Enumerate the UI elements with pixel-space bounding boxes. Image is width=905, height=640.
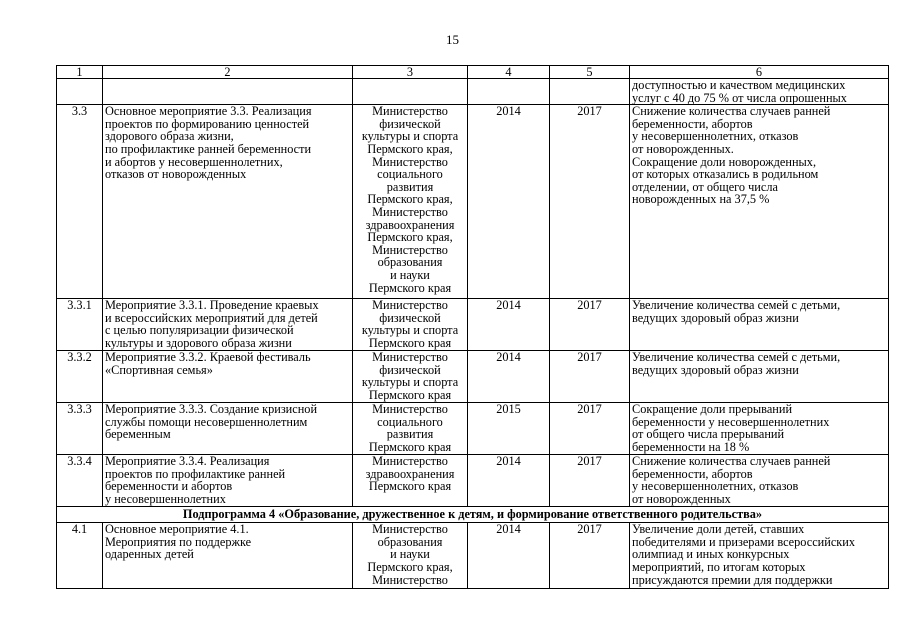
row-responsible: Министерство образования и науки Пермского края, Министерство [353, 523, 468, 589]
row-start-year [468, 79, 550, 105]
row-result: Сокращение доли прерываний беременности у несовершеннолетних от общего числа прерываний беременности на 18 % [630, 403, 889, 455]
row-number: 3.3.2 [57, 351, 103, 403]
row-result: Увеличение доли детей, ставших победителями и призерами всероссийских олимпиад и иных конкурсных мероприятий, по итогам которых присуждаются премии для поддержки [630, 523, 889, 589]
row-description: Основное мероприятие 4.1. Мероприятия по поддержке одаренных детей [103, 523, 353, 589]
row-description: Основное мероприятие 3.3. Реализация проектов по формированию ценностей здорового образа жизни, по профилактике ранней беременности и абортов у несовершеннолетних, отказов от новорожденных [103, 105, 353, 299]
header-col-1: 1 [57, 66, 103, 79]
row-responsible: Министерство физической культуры и спорта Пермского края [353, 299, 468, 351]
row-end-year [550, 79, 630, 105]
row-start-year: 2014 [468, 351, 550, 403]
table-row [57, 455, 889, 507]
table-row [57, 105, 889, 299]
row-start-year: 2014 [468, 299, 550, 351]
header-col-5: 5 [550, 66, 630, 79]
row-result: Снижение количества случаев ранней беременности, абортов у несовершеннолетних, отказов от новорожденных [630, 455, 889, 507]
row-number: 3.3.1 [57, 299, 103, 351]
row-result: Увеличение количества семей с детьми, ведущих здоровый образ жизни [630, 299, 889, 351]
table-row [57, 523, 889, 589]
table-row [57, 403, 889, 455]
row-number [57, 79, 103, 105]
row-responsible: Министерство физической культуры и спорта Пермского края, Министерство социального развития Пермского края, Министерство здравоохранения Пермского края, Министерство образования и науки Пермского края [353, 105, 468, 299]
row-responsible: Министерство социального развития Пермского края [353, 403, 468, 455]
row-end-year: 2017 [550, 351, 630, 403]
table-row [57, 79, 889, 105]
row-start-year: 2014 [468, 523, 550, 589]
table-row [57, 299, 889, 351]
row-description: Мероприятие 3.3.1. Проведение краевых и всероссийских мероприятий для детей с целью популяризации физической культуры и здорового образа жизни [103, 299, 353, 351]
table-row [57, 351, 889, 403]
row-end-year: 2017 [550, 105, 630, 299]
row-result: доступностью и качеством медицинских услуг с 40 до 75 % от числа опрошенных [630, 79, 889, 105]
subprogram-title: Подпрограмма 4 «Образование, дружественное к детям, и формирование ответственного родительства» [57, 507, 889, 523]
row-number: 4.1 [57, 523, 103, 589]
row-description: Мероприятие 3.3.2. Краевой фестиваль «Спортивная семья» [103, 351, 353, 403]
row-end-year: 2017 [550, 523, 630, 589]
row-start-year: 2014 [468, 455, 550, 507]
row-start-year: 2014 [468, 105, 550, 299]
row-number: 3.3.4 [57, 455, 103, 507]
table-header-row [57, 66, 889, 79]
row-responsible: Министерство физической культуры и спорта Пермского края [353, 351, 468, 403]
header-col-4: 4 [468, 66, 550, 79]
header-col-3: 3 [353, 66, 468, 79]
row-end-year: 2017 [550, 299, 630, 351]
row-result: Снижение количества случаев ранней беременности, абортов у несовершеннолетних, отказов от новорожденных. Сокращение доли новорожденных, от которых отказались в родильном отделении, от общего числа новорожденных на 37,5 % [630, 105, 889, 299]
row-result: Увеличение количества семей с детьми, ведущих здоровый образ жизни [630, 351, 889, 403]
row-description: Мероприятие 3.3.4. Реализация проектов по профилактике ранней беременности и абортов у несовершеннолетних [103, 455, 353, 507]
page-number: 15 [446, 32, 459, 47]
row-description: Мероприятие 3.3.3. Создание кризисной службы помощи несовершеннолетним беременным [103, 403, 353, 455]
row-number: 3.3 [57, 105, 103, 299]
row-responsible: Министерство здравоохранения Пермского края [353, 455, 468, 507]
row-end-year: 2017 [550, 455, 630, 507]
row-number: 3.3.3 [57, 403, 103, 455]
row-responsible [353, 79, 468, 105]
row-description [103, 79, 353, 105]
subprogram-header-row [57, 507, 889, 523]
row-end-year: 2017 [550, 403, 630, 455]
header-col-2: 2 [103, 66, 353, 79]
header-col-6: 6 [630, 66, 889, 79]
row-start-year: 2015 [468, 403, 550, 455]
program-table [56, 65, 889, 589]
